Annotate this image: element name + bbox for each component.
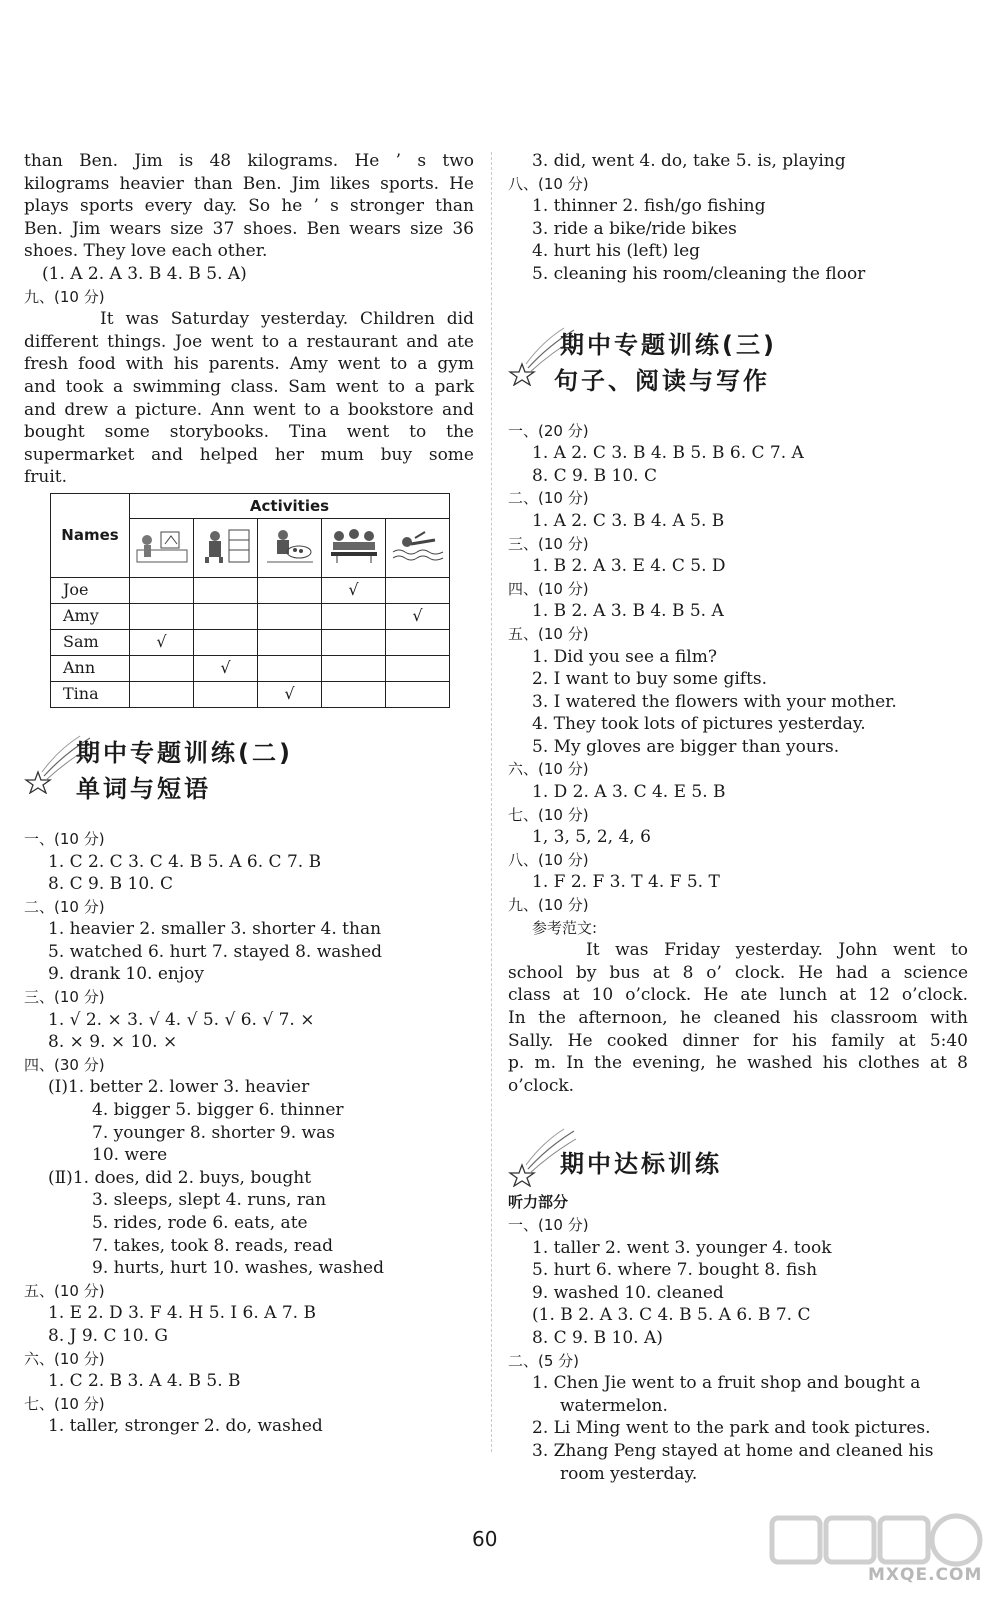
text-line: It was Saturday yesterday. Children did	[100, 309, 474, 330]
text-line: fresh food with his parents. Amy went to a gym	[24, 354, 474, 375]
answer-line: (Ⅱ)1. does, did 2. buys, bought	[48, 1167, 312, 1188]
answer-line: 2. I want to buy some gifts.	[532, 669, 768, 690]
answer-line: 8. C 9. B 10. A)	[532, 1327, 663, 1348]
question-header: 六、(10 分)	[24, 1349, 105, 1368]
answer-line: 4. hurt his (left) leg	[532, 241, 701, 262]
table-cell	[322, 629, 386, 655]
answer-line: 8. J 9. C 10. G	[48, 1325, 168, 1346]
section-heading	[24, 734, 474, 820]
text-line: fruit.	[24, 467, 68, 488]
row-name: Tina	[51, 681, 130, 707]
text-line: p. m. In the evening, he washed his clothes at 8	[508, 1053, 968, 1074]
text-line: shoes. They love each other.	[24, 241, 268, 262]
answer-line: 4. They took lots of pictures yesterday.	[532, 714, 866, 735]
question-header: 一、(10 分)	[508, 1215, 589, 1234]
section-title: 期中专题训练(三)	[560, 330, 777, 359]
section3-answers	[508, 420, 968, 940]
section-heading	[508, 326, 968, 412]
question-header: 七、(10 分)	[508, 805, 589, 824]
table-cell	[386, 681, 450, 707]
answer-line: 1. taller 2. went 3. younger 4. took	[532, 1237, 832, 1258]
table-cell	[258, 577, 322, 603]
watermark-logo-icon	[760, 1508, 996, 1600]
question-header: 九、(10 分)	[24, 287, 105, 306]
activities-header: Activities	[130, 493, 450, 518]
answer-line: 1. E 2. D 3. F 4. H 5. I 6. A 7. B	[48, 1303, 316, 1324]
table-cell	[258, 655, 322, 681]
answer-line: 1. thinner 2. fish/go fishing	[532, 196, 766, 217]
answer-line: 1. √ 2. × 3. √ 4. √ 5. √ 6. √ 7. ×	[48, 1009, 315, 1030]
row-name: Joe	[51, 577, 130, 603]
swimming-icon	[386, 518, 450, 577]
question-header: 三、(10 分)	[24, 988, 105, 1007]
table-row	[51, 655, 450, 681]
answer-line: 1. Chen Jie went to a fruit shop and bought a	[532, 1373, 921, 1394]
table-row	[51, 629, 450, 655]
answer-line: 5. rides, rode 6. eats, ate	[92, 1213, 308, 1233]
table-row	[51, 603, 450, 629]
answer-line: (1. A 2. A 3. B 4. B 5. A)	[42, 263, 247, 284]
answer-line: 3. did, went 4. do, take 5. is, playing	[532, 151, 846, 171]
answer-line: 9. drank 10. enjoy	[48, 964, 204, 985]
answer-line: 7. takes, took 8. reads, read	[92, 1235, 334, 1256]
activities-table	[50, 493, 450, 708]
question-header: 五、(10 分)	[24, 1281, 105, 1300]
table-cell	[386, 655, 450, 681]
question-header: 参考范文:	[532, 918, 598, 937]
question-header: 二、(10 分)	[24, 897, 105, 916]
section-subtitle: 单词与短语	[76, 774, 211, 803]
answer-line: 1, 3, 5, 2, 4, 6	[532, 827, 651, 848]
answer-line: 9. washed 10. cleaned	[532, 1282, 724, 1303]
answer-line: 1. D 2. A 3. C 4. E 5. B	[532, 782, 726, 803]
row-name: Sam	[51, 629, 130, 655]
table-cell	[386, 629, 450, 655]
question-header: 二、(10 分)	[508, 489, 589, 508]
table-cell	[258, 629, 322, 655]
row-name: Amy	[51, 603, 130, 629]
question-header: 一、(20 分)	[508, 421, 589, 440]
shopping-icon	[258, 518, 322, 577]
passage-2	[24, 308, 474, 489]
answer-line: 2. Li Ming went to the park and took pictures.	[532, 1418, 931, 1439]
page-number: 60	[472, 1527, 498, 1551]
table-cell	[322, 603, 386, 629]
table-cell	[194, 603, 258, 629]
answer-line: 3. ride a bike/ride bikes	[532, 218, 737, 239]
text-line: school by bus at 8 o’ clock. He had a science	[508, 962, 968, 983]
essay	[508, 939, 968, 1097]
text-line: class at 10 o’clock. He ate lunch at 12 o’clock.	[508, 985, 968, 1006]
answer-line: 1. F 2. F 3. T 4. F 5. T	[532, 872, 720, 893]
answer-line: 1. Did you see a film?	[532, 646, 717, 667]
answer-line: 1. B 2. A 3. B 4. B 5. A	[532, 601, 724, 622]
text-line: bought some storybooks. Tina went to the	[24, 422, 474, 443]
answer-line: 8. C 9. B 10. C	[532, 465, 658, 486]
answer-line: 1. A 2. C 3. B 4. B 5. B 6. C 7. A	[532, 443, 804, 464]
answer-line: 9. hurts, hurt 10. washes, washed	[92, 1258, 384, 1279]
table-cell	[194, 577, 258, 603]
text-line: and took a swimming class. Sam went to a park	[24, 376, 474, 397]
answer-line: 3. Zhang Peng stayed at home and cleaned his	[532, 1440, 934, 1461]
question-header: 三、(10 分)	[508, 534, 589, 553]
answer-line: 5. My gloves are bigger than yours.	[532, 736, 840, 757]
text-line: than Ben. Jim is 48 kilograms. He ’ s two	[24, 151, 474, 171]
answer-line: 1. heavier 2. smaller 3. shorter 4. than	[48, 919, 382, 940]
table-row	[51, 681, 450, 707]
section2-answers	[24, 828, 474, 1438]
answer-line: 5. hurt 6. where 7. bought 8. fish	[532, 1260, 818, 1281]
section-title: 期中达标训练	[560, 1150, 722, 1179]
check-mark: √	[130, 629, 194, 655]
answer-line: room yesterday.	[560, 1463, 698, 1484]
bookstore-icon	[194, 518, 258, 577]
answer-line: 1. C 2. B 3. A 4. B 5. B	[48, 1371, 241, 1392]
answer-line: (1. B 2. A 3. C 4. B 5. A 6. B 7. C	[532, 1305, 811, 1326]
check-mark: √	[386, 603, 450, 629]
section-heading	[508, 1127, 968, 1183]
column-divider	[491, 152, 492, 1452]
table-cell	[130, 603, 194, 629]
answer-line: 4. bigger 5. bigger 6. thinner	[92, 1100, 344, 1121]
question-header: 一、(10 分)	[24, 829, 105, 848]
check-mark: √	[322, 577, 386, 603]
answer-line: 5. watched 6. hurt 7. stayed 8. washed	[48, 941, 383, 962]
table-cell	[258, 603, 322, 629]
section4-answers	[508, 1191, 968, 1485]
left-column	[24, 150, 474, 1438]
text-line: kilograms heavier than Ben. Jim likes sports. He	[24, 173, 474, 194]
answer-line: 1. B 2. A 3. E 4. C 5. D	[532, 556, 726, 577]
question-header: 五、(10 分)	[508, 624, 589, 643]
text-line: different things. Joe went to a restaurant and ate	[24, 331, 474, 352]
answer-line: 8. C 9. B 10. C	[48, 874, 174, 895]
answer-line: 1. taller, stronger 2. do, washed	[48, 1416, 323, 1437]
question-header: 六、(10 分)	[508, 760, 589, 779]
continued-answers	[508, 150, 968, 286]
answer-line: 10. were	[92, 1145, 168, 1166]
text-line: Sally. He cooked dinner for his family at 5:40	[508, 1030, 968, 1051]
text-line: plays sports every day. So he ’ s stronger than	[24, 196, 474, 217]
question-header: 听力部分	[508, 1193, 569, 1212]
answer-line: 1. A 2. C 3. B 4. A 5. B	[532, 510, 725, 531]
answer-line: 7. younger 8. shorter 9. was	[92, 1122, 335, 1143]
section-title: 期中专题训练(二)	[76, 738, 293, 767]
check-mark: √	[258, 681, 322, 707]
drawing-icon	[130, 518, 194, 577]
table-cell	[194, 681, 258, 707]
restaurant-icon	[322, 518, 386, 577]
text-line: In the afternoon, he cleaned his classroom with	[508, 1008, 968, 1028]
table-cell	[130, 655, 194, 681]
question-header: 九、(10 分)	[508, 896, 589, 915]
answer-line: 8. × 9. × 10. ×	[48, 1032, 178, 1053]
text-line: and drew a picture. Ann went to a bookstore and	[24, 399, 474, 420]
text-line: It was Friday yesterday. John went to	[586, 940, 968, 961]
table-cell	[386, 577, 450, 603]
table-row	[51, 577, 450, 603]
question-header: 四、(30 分)	[24, 1055, 105, 1074]
table-cell	[322, 681, 386, 707]
table-cell	[322, 655, 386, 681]
answer-line: 5. cleaning his room/cleaning the floor	[532, 263, 866, 284]
table-cell	[194, 629, 258, 655]
watermark-text: MXQE.COM	[868, 1565, 983, 1585]
table-cell	[130, 577, 194, 603]
answer-line: watermelon.	[560, 1395, 668, 1416]
question-header: 二、(5 分)	[508, 1351, 580, 1370]
answer-line: 3. sleeps, slept 4. runs, ran	[92, 1190, 327, 1211]
text-line: Ben. Jim wears size 37 shoes. Ben wears size 36	[24, 218, 474, 239]
answer-line: (Ⅰ)1. better 2. lower 3. heavier	[48, 1077, 310, 1098]
answer-line: 3. I watered the flowers with your mother.	[532, 691, 897, 712]
text-line: supermarket and helped her mum buy some	[24, 444, 474, 465]
question-header: 七、(10 分)	[24, 1394, 105, 1413]
question-header: 八、(10 分)	[508, 850, 589, 869]
question-header: 八、(10 分)	[508, 174, 589, 193]
question-header: 四、(10 分)	[508, 579, 589, 598]
answer-line: 1. C 2. C 3. C 4. B 5. A 6. C 7. B	[48, 851, 322, 872]
passage-1	[24, 150, 474, 286]
row-name: Ann	[51, 655, 130, 681]
right-column	[508, 150, 968, 1485]
names-header: Names	[51, 493, 130, 577]
section-subtitle: 句子、阅读与写作	[554, 366, 770, 395]
table-cell	[130, 681, 194, 707]
text-line: o’clock.	[508, 1075, 575, 1096]
check-mark: √	[194, 655, 258, 681]
